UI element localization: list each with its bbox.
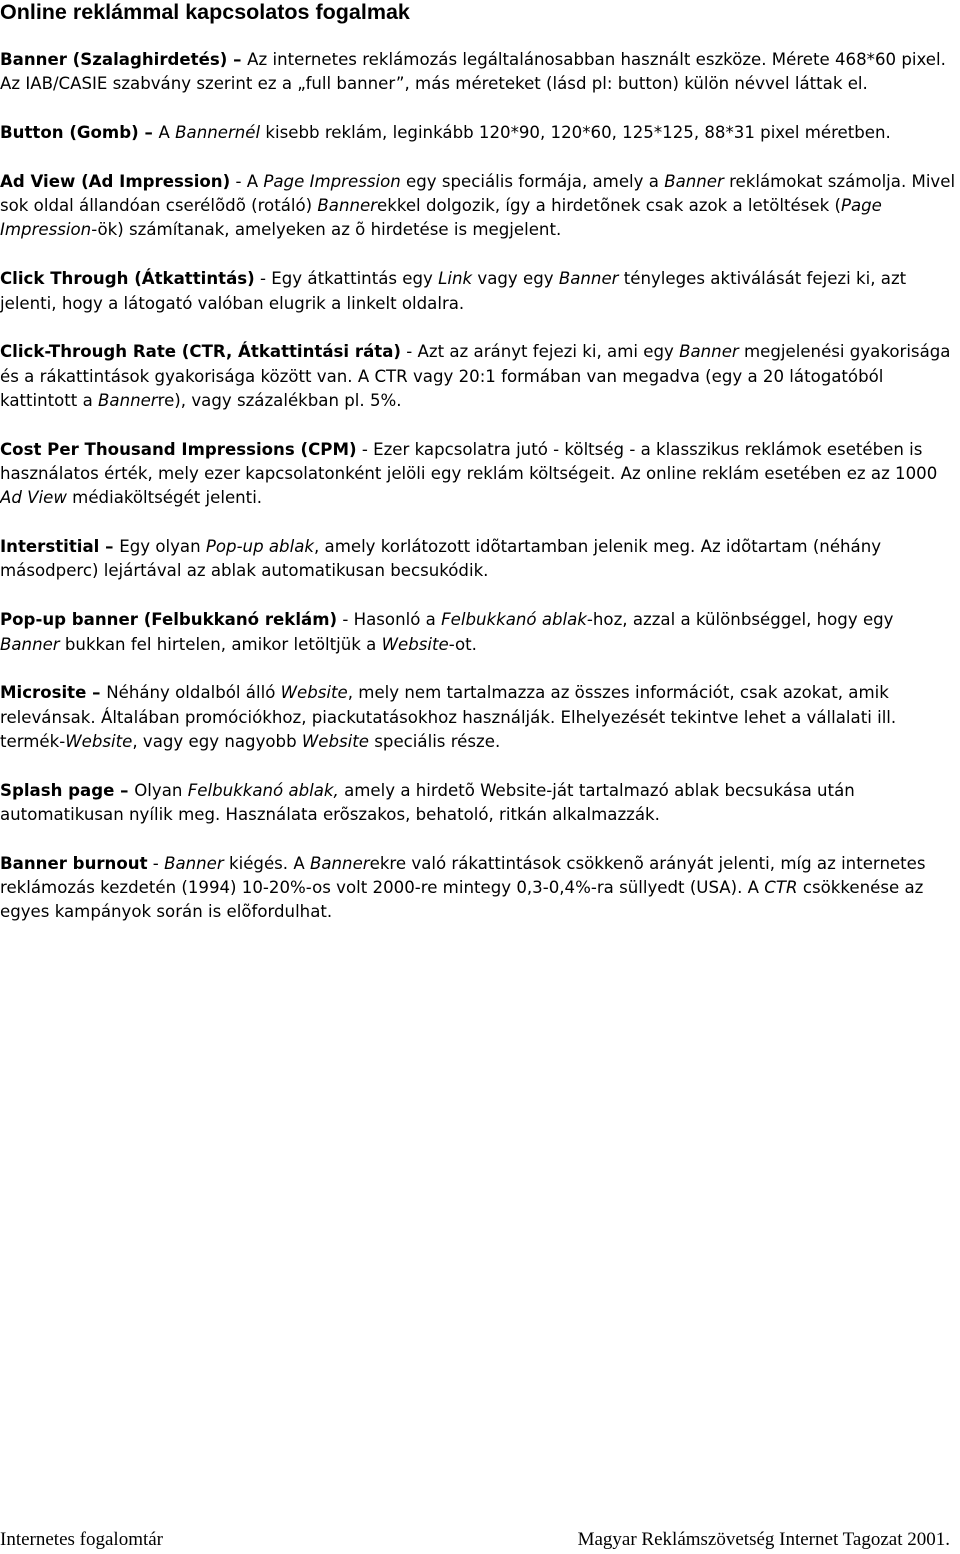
- entry-text: Az internetes reklámozás legáltalánosabban használt eszköze. Mérete 468*60 pixel. Az IAB/CASIE szabvány szerint ez a „full banner”, más méreteket (lásd pl: button) külön névvel láttak el.: [0, 50, 946, 94]
- entry-text: -ot.: [448, 634, 477, 654]
- entry-text: reklámokat számolja. Mivel sok oldal állandóan cserélõdõ (rotáló): [0, 171, 956, 216]
- glossary-entry-banner-burnout: [0, 852, 958, 925]
- entry-text: megjelenési gyakorisága és a rákattintások gyakorisága között van. A CTR vagy 20:1 formában van megadva (egy a 20 látogatóból kattintott a: [0, 342, 951, 410]
- entry-emphasis: Link: [438, 269, 473, 289]
- glossary-entry-click-through: [0, 267, 958, 316]
- entry-emphasis: Page Impression: [0, 196, 882, 240]
- entry-text: re), vagy százalékban pl. 5%.: [157, 390, 402, 410]
- entry-emphasis: Ad View: [0, 488, 67, 508]
- entry-emphasis: Felbukkanó ablak: [441, 610, 587, 630]
- entry-text: , amely korlátozott idõtartamban jelenik meg. Az idõtartam (néhány másodperc) lejártával az ablak automatikusan becsukódik.: [0, 537, 882, 581]
- entry-text: Egy olyan: [119, 537, 206, 557]
- entry-emphasis: Website: [381, 634, 449, 654]
- entry-text: - Egy átkattintás egy: [254, 269, 439, 289]
- footer-right-text: Magyar Reklámszövetség Internet Tagozat 2001.: [577, 1529, 950, 1550]
- entry-emphasis: Banner: [679, 342, 739, 362]
- entry-emphasis: Banner: [0, 634, 60, 654]
- footer-left-text: Internetes fogalomtár: [0, 1529, 164, 1550]
- entry-emphasis: Banner: [98, 390, 158, 410]
- entry-term: Interstitial –: [0, 537, 120, 557]
- entry-emphasis: Page Impression: [263, 171, 401, 191]
- entry-term: Ad View (Ad Impression): [0, 171, 231, 191]
- entry-term: Splash page –: [0, 780, 135, 800]
- entry-term: Banner (Szalaghirdetés) –: [0, 50, 248, 69]
- entry-emphasis: Banner: [164, 853, 224, 873]
- entry-text: tényleges aktiválását fejezi ki, azt jelenti, hogy a látogató valóban elugrik a linkelt oldalra.: [0, 269, 907, 313]
- glossary-entry-button: [0, 121, 958, 145]
- entry-emphasis: Website: [280, 683, 348, 703]
- entry-text: - A: [230, 171, 264, 191]
- entry-text: bukkan fel hirtelen, amikor letöltjük a: [59, 634, 382, 654]
- entry-text: Néhány oldalból álló: [106, 683, 281, 703]
- entry-text: -: [147, 853, 165, 873]
- entry-term: Button (Gomb) –: [0, 123, 159, 143]
- entry-text: speciális része.: [369, 731, 501, 751]
- entry-text: médiaköltségét jelenti.: [66, 488, 263, 508]
- entry-term: Banner burnout: [0, 853, 148, 873]
- entry-term: Click Through (Átkattintás): [0, 269, 255, 289]
- entry-text: -hoz, azzal a különbséggel, hogy egy: [586, 610, 894, 630]
- entry-text: - Ezer kapcsolatra jutó - költség - a klasszikus reklámok esetében is használatos érték, mely ezer kapcsolatonként jelöli egy reklám költségeit. Az online reklám esetében ez az 1000: [0, 439, 938, 484]
- entry-emphasis: Banner: [317, 196, 378, 216]
- entry-term: Click-Through Rate (CTR, Átkattintási ráta): [0, 342, 401, 362]
- glossary-entry-cpm: [0, 438, 958, 511]
- entry-emphasis: Website: [65, 731, 133, 751]
- glossary-entry-ad-view: [0, 170, 958, 243]
- entry-emphasis: CTR: [764, 878, 798, 898]
- entry-text: ekre való rákattintások csökkenõ arányát jelenti, míg az internetes reklámozás kezdetén (1994) 10-20%-os volt 2000-re mintegy 0,3-0,4%-ra süllyedt (USA). A: [0, 853, 926, 898]
- glossary-entry-pop-up-banner: [0, 608, 958, 657]
- entry-emphasis: Website: [301, 731, 370, 751]
- entry-text: A: [158, 123, 176, 143]
- entry-term: Microsite –: [0, 683, 107, 703]
- entry-text: Olyan: [134, 780, 188, 800]
- entry-emphasis: Pop-up ablak: [205, 537, 314, 557]
- entry-text: -ök) számítanak, amelyeken az õ hirdetése is megjelent.: [91, 220, 562, 240]
- glossary-entry-interstitial: [0, 535, 958, 584]
- entry-text: vagy egy: [472, 269, 559, 289]
- page-footer: [0, 1528, 960, 1552]
- entry-text: , vagy egy nagyobb: [132, 731, 302, 751]
- entry-emphasis: Banner: [558, 269, 619, 289]
- glossary-list: [0, 48, 958, 949]
- entry-text: kiégés. A: [223, 853, 310, 873]
- entry-text: - Hasonló a: [337, 610, 442, 630]
- entry-text: - Azt az arányt fejezi ki, ami egy: [401, 342, 680, 362]
- glossary-entry-banner: [0, 48, 958, 97]
- entry-term: Cost Per Thousand Impressions (CPM): [0, 439, 357, 459]
- entry-emphasis: Bannernél: [175, 123, 261, 143]
- entry-text: kisebb reklám, leginkább 120*90, 120*60, 125*125, 88*31 pixel méretben.: [260, 123, 891, 143]
- entry-text: csökkenése az egyes kampányok során is elõfordulhat.: [0, 878, 924, 922]
- glossary-entry-microsite: [0, 681, 958, 754]
- page-title: Online reklámmal kapcsolatos fogalmak: [0, 0, 410, 24]
- entry-term: Pop-up banner (Felbukkanó reklám): [0, 610, 338, 630]
- glossary-entry-splash-page: [0, 779, 958, 828]
- entry-text: egy speciális formája, amely a: [400, 171, 665, 191]
- entry-emphasis: Banner: [664, 171, 724, 191]
- entry-emphasis: Banner: [309, 853, 370, 873]
- entry-emphasis: Felbukkanó ablak,: [187, 780, 339, 800]
- glossary-entry-click-through-rate: [0, 340, 958, 413]
- entry-text: ekkel dolgozik, így a hirdetõnek csak azok a letöltések (: [377, 196, 841, 216]
- entry-text: amely a hirdetõ Website-ját tartalmazó ablak becsukása után automatikusan nyílik meg. Használata erõszakos, behatoló, ritkán alkalmazzák.: [0, 780, 855, 825]
- entry-text: , mely nem tartalmazza az összes információt, csak azokat, amik relevánsak. Általában promóciókhoz, piackutatásokhoz használják. Elhelyezését tekintve lehet a vállalati ill. termék-: [0, 683, 897, 751]
